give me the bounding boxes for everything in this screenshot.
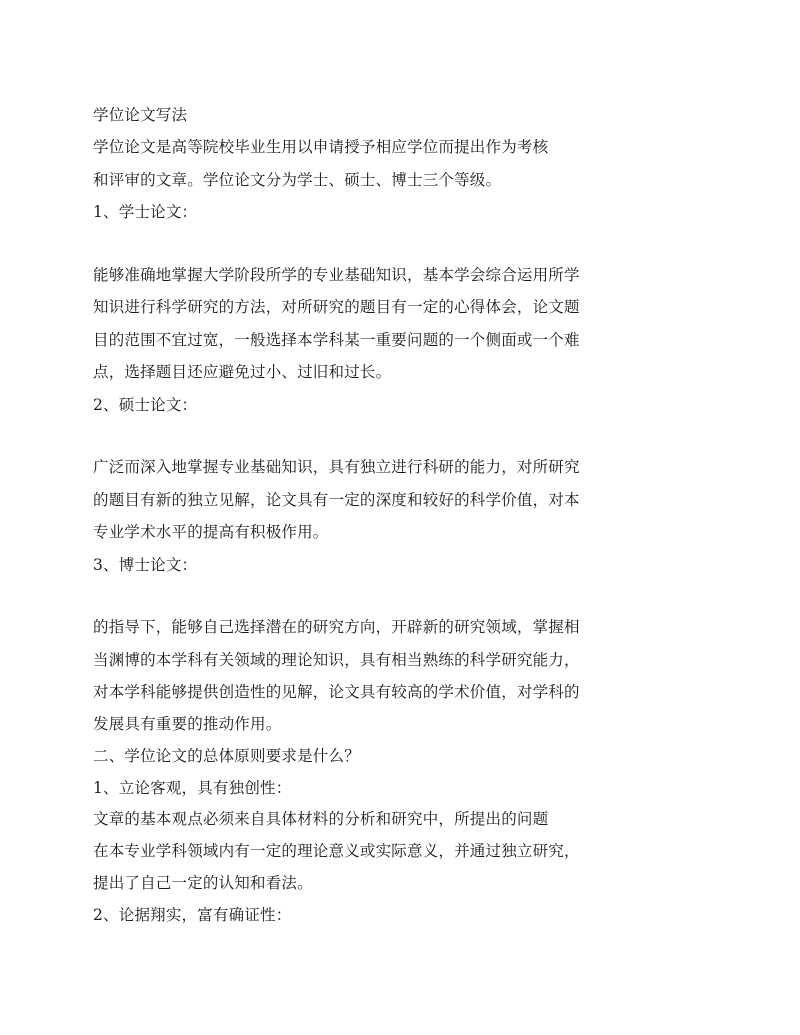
paragraph-line: 学位论文是高等院校毕业生用以申请授予相应学位而提出作为考核 [93, 138, 549, 156]
section-heading-master: 2、硕士论文： [93, 396, 198, 414]
paragraph-line: 提出了自己一定的认知和看法。 [93, 874, 313, 892]
paragraph-line: 对本学科能够提供创造性的见解，论文具有较高的学术价值，对学科的 [93, 683, 580, 701]
document-title: 学位论文写法 [93, 106, 188, 124]
paragraph-line: 文章的基本观点必须来自具体材料的分析和研究中，所提出的问题 [93, 810, 549, 828]
paragraph-line: 专业学术水平的提高有积极作用。 [93, 523, 329, 541]
paragraph-line: 能够准确地掌握大学阶段所学的专业基础知识，基本学会综合运用所学 [93, 266, 580, 284]
subsection-heading-objective: 1、立论客观，具有独创性： [93, 779, 292, 797]
paragraph-line: 当渊博的本学科有关领域的理论知识，具有相当熟练的科学研究能力， [93, 651, 580, 669]
paragraph-line: 知识进行科学研究的方法，对所研究的题目有一定的心得体会，论文题 [93, 298, 580, 316]
paragraph-line: 的题目有新的独立见解，论文具有一定的深度和较好的科学价值，对本 [93, 491, 580, 509]
paragraph-line: 广泛而深入地掌握专业基础知识，具有独立进行科研的能力，对所研究 [93, 458, 580, 476]
section-heading-bachelor: 1、学士论文： [93, 203, 198, 221]
section-heading-principles: 二、学位论文的总体原则要求是什么？ [93, 747, 360, 765]
subsection-heading-evidence: 2、论据翔实，富有确证性： [93, 906, 292, 924]
paragraph-line: 点，选择题目还应避免过小、过旧和过长。 [93, 363, 392, 381]
paragraph-line: 在本专业学科领域内有一定的理论意义或实际意义，并通过独立研究， [93, 842, 580, 860]
paragraph-line: 的指导下，能够自己选择潜在的研究方向，开辟新的研究领域，掌握相 [93, 618, 580, 636]
paragraph-line: 和评审的文章。学位论文分为学士、硕士、博士三个等级。 [93, 171, 502, 189]
paragraph-line: 发展具有重要的推动作用。 [93, 715, 282, 733]
section-heading-doctor: 3、博士论文： [93, 556, 198, 574]
paragraph-line: 目的范围不宜过宽，一般选择本学科某一重要问题的一个侧面或一个难 [93, 331, 580, 349]
